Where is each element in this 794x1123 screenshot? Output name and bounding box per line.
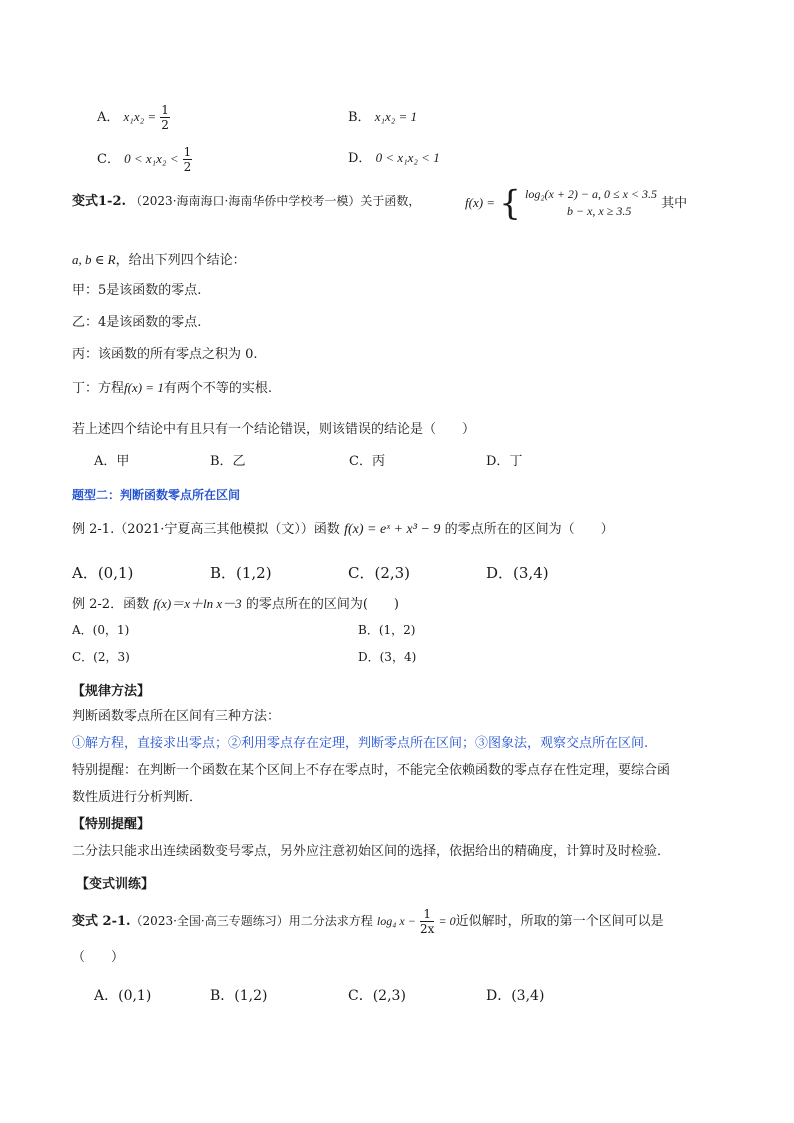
fraction-numerator: 1 [420, 908, 434, 922]
type-2-heading: 题型二：判断函数零点所在区间 [72, 488, 241, 502]
example-function: f(x)＝x＋ln x－3 [153, 596, 242, 611]
statement-jia: 甲：5是该函数的零点. [72, 283, 202, 298]
q1-option-a [97, 104, 170, 131]
variant-suffix: 近似解时，所取的第一个区间可以是 [455, 914, 664, 929]
fraction-denominator: 2 [183, 160, 192, 174]
fraction-numerator: 1 [183, 145, 192, 159]
condition-text: ，给出下列四个结论： [115, 253, 246, 268]
piece-1: log₂(x + 2) − a, 0 ≤ x < 3.5 [524, 187, 658, 201]
v21-option-b: B．(1,2) [210, 988, 268, 1004]
v12-option-a: A．甲 [94, 454, 130, 469]
v12-option-b: B．乙 [210, 454, 246, 469]
ex22-option-d: D．(3，4) [358, 650, 417, 664]
training-heading: 【变式训练】 [76, 877, 155, 892]
option-expr: x₁x₂ = [123, 109, 157, 124]
example-suffix: 的零点所在的区间为( ) [245, 597, 399, 612]
example-prefix: 例 2-2．函数 [72, 597, 150, 612]
method-note-line-1: 特别提醒：在判断一个函数在某个区间上不存在零点时，不能完全依赖函数的零点存在性定理，要综合函 [72, 763, 671, 778]
fraction-numerator: 1 [161, 103, 169, 117]
method-list: ①解方程，直接求出零点；②利用零点存在定理，判断零点所在区间；③图象法，观察交点所在区间. [72, 736, 649, 751]
method-heading: 【规律方法】 [72, 684, 151, 699]
option-label: D． [348, 151, 372, 166]
fraction-denominator: 2x [419, 922, 435, 936]
variant-condition [72, 252, 246, 269]
reminder-heading: 【特别提醒】 [72, 817, 151, 832]
option-label: A． [97, 110, 120, 125]
v21-option-a: A．(0,1) [94, 988, 152, 1004]
variant-title: 变式1-2. [72, 194, 127, 209]
reminder-text: 二分法只能求出连续函数变号零点，另外应注意初始区间的选择，依据给出的精确度，计算时及时检验． [72, 844, 671, 859]
brace-symbol: { [499, 183, 521, 224]
piece-2: b − x, x ≥ 3.5 [566, 204, 632, 219]
variant-2-1 [72, 908, 664, 935]
ex21-option-d: D．(3,4) [486, 564, 549, 582]
ex21-option-a: A．(0,1) [72, 564, 134, 582]
v12-option-c: C．丙 [349, 454, 385, 469]
statement-prefix: 丁：方程 [72, 381, 125, 396]
ex21-option-b: B．(1,2) [210, 564, 272, 582]
q1-option-c [97, 146, 192, 173]
fraction [420, 908, 434, 935]
fraction-denominator: 2 [161, 118, 169, 132]
statement-ding [72, 380, 272, 397]
equation-rhs: = 0 [438, 914, 456, 928]
statement-yi: 乙：4是该函数的零点. [72, 315, 202, 330]
variant-paren: （ ） [72, 950, 125, 965]
option-expr: 0 < x₁x₂ < [124, 151, 179, 166]
v21-option-c: C．(2,3) [348, 988, 406, 1004]
variant-1-2-header [72, 194, 420, 210]
option-label: C． [97, 152, 120, 167]
piece-cases [525, 186, 657, 221]
variant-prefix: （2023·全国·高三专题练习）用二分法求方程 [130, 914, 373, 928]
example-function: f(x) = eˣ + x³ − 9 [344, 522, 441, 537]
method-note-line-2: 数性质进行分析判断． [72, 790, 203, 805]
piecewise-function [465, 183, 688, 224]
variant-source: （2023·海南海口·海南华侨中学校考一模）关于函数， [130, 194, 421, 208]
fraction [160, 104, 170, 131]
function-lhs: f(x) = [465, 194, 496, 210]
example-2-1 [72, 522, 614, 539]
log-expr: log₄ x − [376, 914, 416, 928]
statement-suffix: 有两个不等的实根. [163, 381, 272, 396]
variant-question: 若上述四个结论中有且只有一个结论错误，则该错误的结论是（ ） [72, 422, 476, 437]
statement-math: f(x) = 1 [124, 380, 164, 395]
option-expr: x₁x₂ = 1 [374, 109, 418, 124]
function-tail: 其中 [661, 195, 688, 211]
variant-title: 变式 2-1. [72, 914, 131, 929]
q1-option-b [348, 109, 417, 126]
ex22-option-a: A．(0，1) [72, 623, 130, 637]
ex22-option-c: C．(2，3) [72, 650, 130, 664]
example-2-2 [72, 596, 399, 613]
ex22-option-b: B．(1，2) [358, 623, 416, 637]
ex21-option-c: C．(2,3) [348, 564, 411, 582]
example-suffix: 的零点所在的区间为（ ） [444, 522, 614, 537]
option-expr: 0 < x₁x₂ < 1 [375, 150, 440, 165]
example-prefix: 例 2-1.（2021·宁夏高三其他模拟（文））函数 [72, 522, 340, 537]
fraction [183, 146, 193, 173]
condition-math: a, b ∈ R [72, 252, 116, 267]
v12-option-d: D．丁 [486, 454, 523, 469]
option-label: B． [348, 110, 371, 125]
method-intro: 判断函数零点所在区间有三种方法： [72, 709, 281, 724]
q1-option-d [348, 150, 440, 167]
v21-option-d: D．(3,4) [486, 988, 545, 1004]
statement-bing: 丙：该函数的所有零点之积为 0. [72, 347, 258, 362]
